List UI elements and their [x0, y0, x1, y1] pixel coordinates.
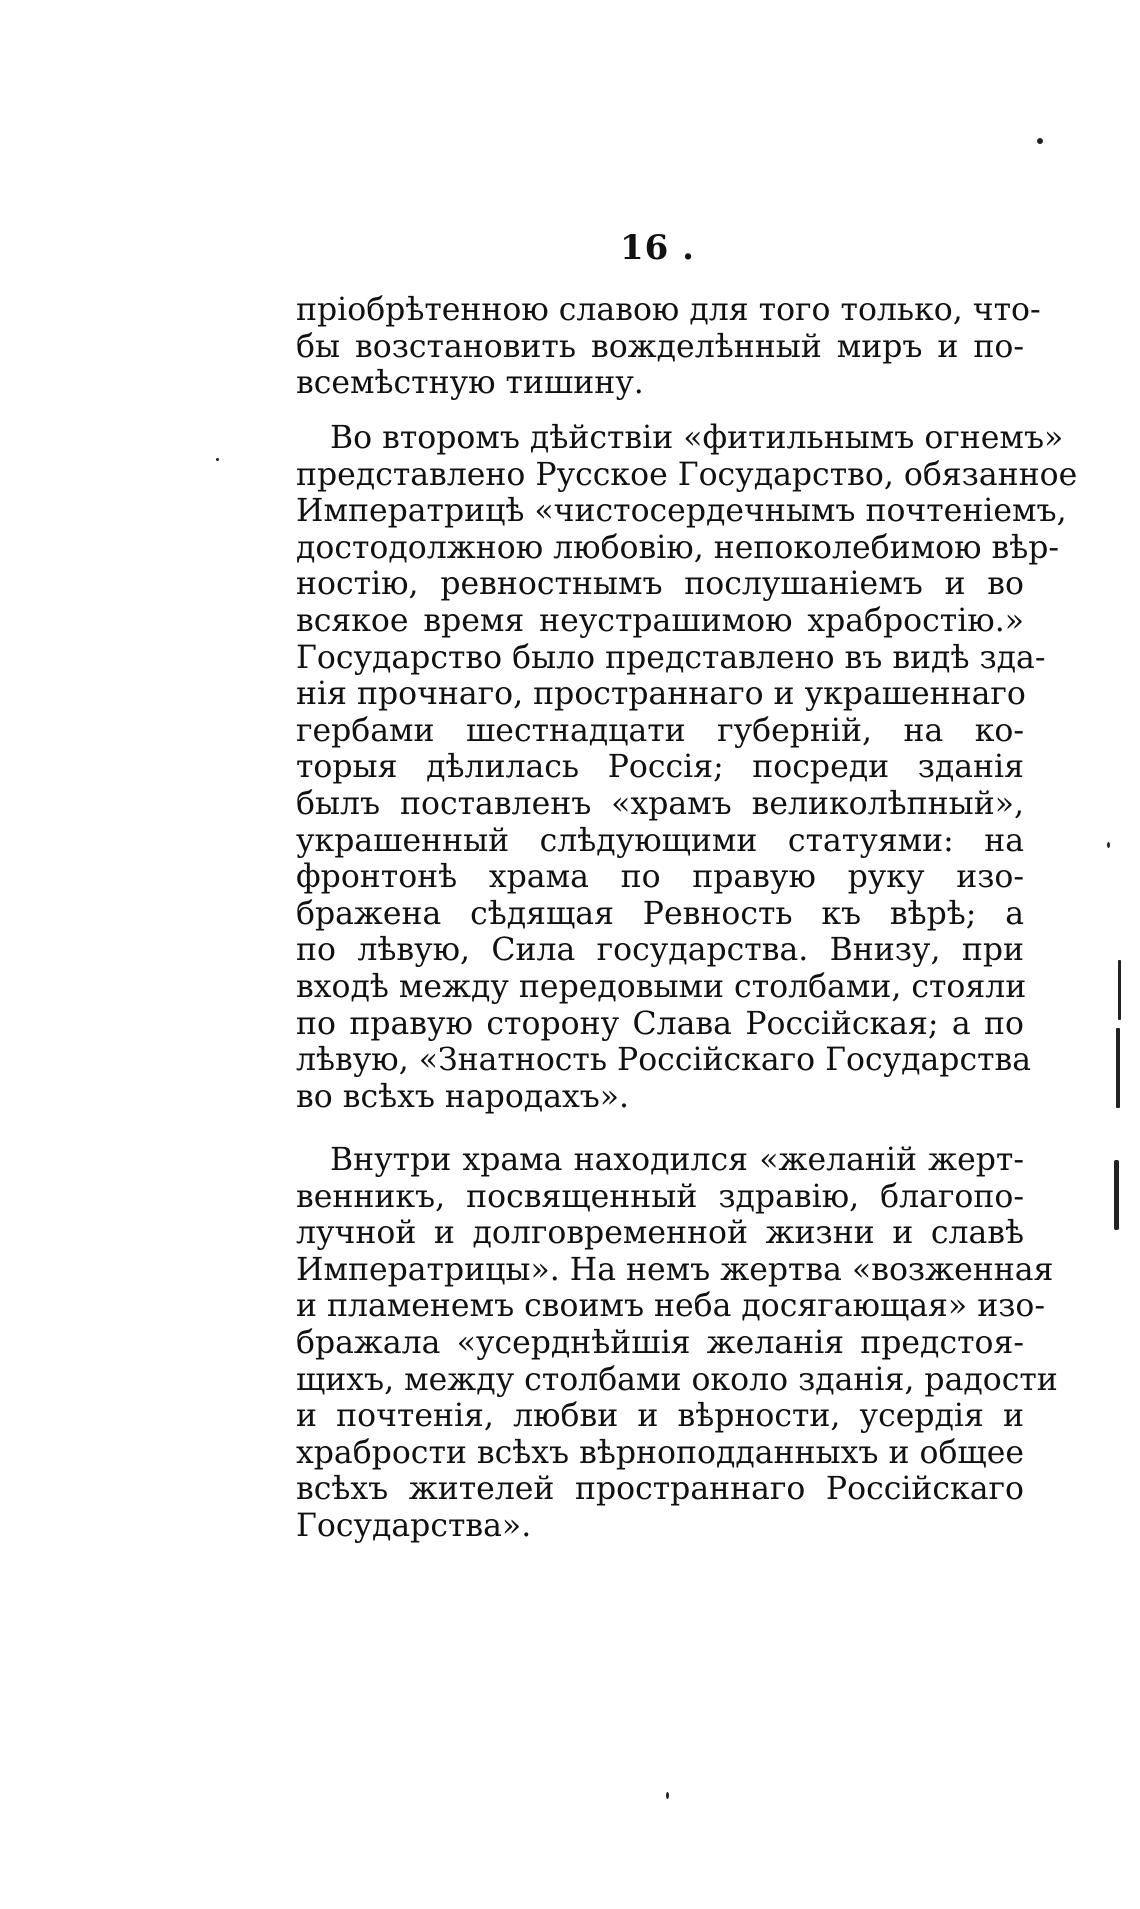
text-line: лучной и долговременной жизни и славѣ [296, 1215, 1024, 1252]
text-line: бражала «усерднѣйшія желанія предстоя- [296, 1324, 1024, 1361]
text-line: венникъ, посвященный здравію, благопо- [296, 1178, 1024, 1215]
text-line: во всѣхъ народахъ». [296, 1078, 630, 1115]
text-line: и пламенемъ своимъ неба досягающая» изо- [296, 1288, 1046, 1325]
paragraph-3 [296, 1142, 1058, 1545]
text-line: пріобрѣтенною славою для того только, что- [296, 292, 1041, 328]
scan-speck [216, 458, 219, 461]
text-line: Государства». [296, 1507, 532, 1544]
text-line: Во второмъ дѣйствіи «фитильнымъ огнемъ» [330, 420, 1064, 456]
text-line: Императрицы». На немъ жертва «возженная [296, 1251, 1054, 1288]
scan-speck [666, 1792, 669, 1799]
page-number: 16 . [620, 228, 695, 268]
text-line: нія прочнаго, пространнаго и украшеннаго [296, 676, 1026, 713]
text-line: былъ поставленъ «храмъ великолѣпный», [296, 785, 1024, 822]
text-line: всѣхъ жителей пространнаго Россійскаго [296, 1471, 1024, 1508]
scan-speck [1107, 842, 1110, 848]
text-line: по лѣвую, Сила государства. Внизу, при [296, 932, 1024, 969]
text-line: Императрицѣ «чистосердечнымъ почтеніемъ, [296, 493, 1067, 530]
text-line: представлено Русское Государство, обязанное [296, 456, 1078, 493]
paragraph-1 [296, 292, 1041, 402]
text-line: торыя дѣлилась Россія; посреди зданія [296, 749, 1024, 786]
text-line: фронтонѣ храма по правую руку изо- [296, 859, 1024, 896]
scan-speck [1037, 138, 1043, 144]
text-line: всемѣстную тишину. [296, 365, 644, 402]
text-line: храбрости всѣхъ вѣрноподданныхъ и общее [296, 1434, 1024, 1471]
text-line: и почтенія, любви и вѣрности, усердія и [296, 1398, 1024, 1435]
text-line: гербами шестнадцати губерній, на ко- [296, 712, 1024, 749]
scan-speck [1114, 1160, 1119, 1230]
text-line: бражена сѣдящая Ревность къ вѣрѣ; а [296, 895, 1024, 932]
text-line: Государство было представлено въ видѣ зда- [296, 639, 1046, 676]
text-line: входѣ между передовыми столбами, стояли [296, 968, 1027, 1005]
text-line: ностію, ревностнымъ послушаніемъ и во [296, 566, 1024, 603]
text-line: по правую сторону Слава Россійская; а по [296, 1005, 1024, 1042]
text-line: всякое время неустрашимою храбростію.» [296, 602, 1024, 639]
paragraph-2 [296, 420, 1078, 1115]
scan-speck [1116, 1028, 1120, 1108]
text-line: бы возстановить вожделѣнный миръ и по- [296, 328, 1024, 365]
text-line: Внутри храма находился «желаній жерт- [330, 1142, 1024, 1178]
scan-speck [1118, 960, 1121, 1020]
text-line: достодолжною любовію, непоколебимою вѣр- [296, 529, 1060, 566]
text-line: щихъ, между столбами около зданія, радости [296, 1361, 1058, 1398]
text-line: украшенный слѣдующими статуями: на [296, 822, 1024, 859]
text-line: лѣвую, «Знатность Россійскаго Государства [296, 1042, 1032, 1079]
